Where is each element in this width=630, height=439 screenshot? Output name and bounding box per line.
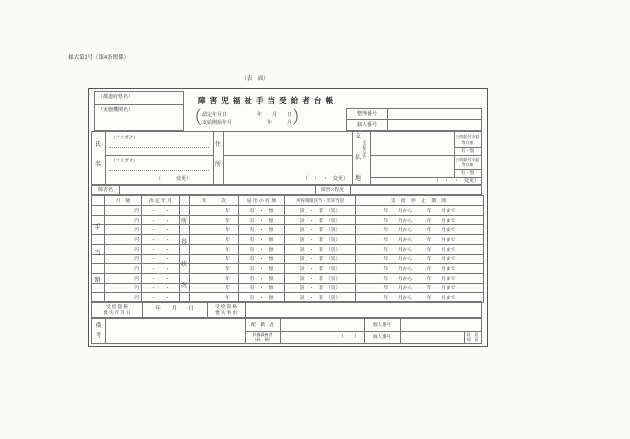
allowance-row: [92, 224, 483, 234]
cell-monthly-amount: 円: [105, 284, 142, 293]
cell-notification: 有 ・ 無: [239, 255, 285, 264]
cell-year: 年: [190, 206, 239, 215]
start-month-label: 支給開始年月: [202, 120, 233, 126]
disability-name-value: [120, 186, 314, 194]
loss-date-label-line2: 喪 失 年 月 日: [103, 309, 131, 315]
serial-number-label: 整理番号: [356, 111, 377, 117]
footer-section: [91, 318, 482, 344]
loss-date-label: [92, 302, 142, 317]
cell-suspension-period: 年 月から 年 月まで: [383, 286, 456, 292]
account-label-2-line2: 等口座: [461, 162, 474, 167]
cell-suspension-period: 年 月から 年 月まで: [383, 296, 456, 302]
dependent-label-line1: 扶養義務者: [252, 331, 273, 337]
allowance-label-spacer: [92, 245, 105, 254]
allowance-row: [92, 254, 483, 264]
income-label-spacer: [180, 264, 190, 273]
payment-label-char-3: 地: [355, 176, 362, 182]
agency-box: [94, 104, 184, 131]
cell-monthly-amount: 円: [105, 255, 142, 264]
income-label-spacer: [180, 216, 190, 225]
dependent-personal-number-label: 個人番号: [373, 334, 391, 340]
cell-suspension-period: 年 月から 年 月まで: [383, 218, 456, 224]
payment-label-char-1: 支: [355, 134, 362, 140]
spouse-personal-number-label: 個人番号: [373, 322, 391, 328]
loss-reason-label-line2: 喪 失 事 由: [215, 309, 237, 315]
income-label-spacer: [180, 235, 190, 247]
account-label-2-line1: 公的給付支給: [455, 156, 480, 162]
allowance-char-2: 当: [94, 251, 101, 257]
cell-year: 年: [190, 255, 239, 264]
address-label-char-1: 住: [215, 142, 222, 148]
cell-monthly-amount: 円: [105, 274, 142, 283]
paren-open: （: [186, 108, 203, 129]
cell-revision-date: ・ ・: [142, 225, 180, 234]
income-char-2: 得: [180, 240, 187, 247]
identity-band: [91, 131, 482, 185]
allowance-label-spacer: [92, 206, 105, 215]
cell-monthly-amount: 円: [105, 235, 142, 244]
form-border: [88, 88, 488, 347]
cell-income-limit: 該 ・ 非 （災）: [285, 225, 356, 234]
allowance-row: [92, 283, 483, 293]
cell-year: 年: [190, 293, 239, 302]
cell-suspension-period: 年 月から 年 月まで: [383, 228, 456, 234]
cohabit-label: 同 居: [466, 331, 479, 337]
dependent-relation-paren: （ ）: [338, 334, 359, 340]
income-char-1: 所: [180, 219, 187, 226]
form-code: 様式第1号（第4条関係）: [68, 55, 130, 61]
cell-monthly-amount: 円: [105, 293, 142, 302]
dependent-label-line2: （続 柄）: [252, 337, 273, 342]
disability-row: [91, 185, 482, 195]
personal-number-value: [388, 120, 482, 130]
cell-notification: 有 ・ 無: [239, 245, 285, 254]
allowance-header-spacer: [92, 196, 105, 205]
agency-label: （実施機関名）: [98, 107, 134, 113]
living-status-cell: [464, 331, 481, 343]
prefecture-label: （都道府県名）: [98, 94, 134, 100]
spouse-personal-number-value: [401, 319, 481, 331]
cell-revision-date: ・ ・: [142, 293, 180, 302]
cell-monthly-amount: 円: [105, 216, 142, 225]
paren-close: ）: [291, 108, 308, 129]
cell-income-limit: 該 ・ 非 （災）: [285, 206, 356, 215]
income-label-spacer: [180, 274, 190, 283]
cell-monthly-amount: 円: [105, 225, 142, 234]
cell-income-limit: 該 ・ 非 （災）: [285, 264, 356, 273]
allowance-label-spacer: [92, 235, 105, 244]
col-header-monthly: 月 額: [105, 196, 142, 205]
remarks-char-1: 備: [95, 322, 102, 329]
allowance-table: [91, 195, 484, 303]
cell-monthly-amount: 円: [105, 206, 142, 215]
payment-col-line: [352, 132, 353, 184]
cell-year: 年: [190, 235, 239, 244]
cell-income-limit: 該 ・ 非 （災）: [285, 255, 356, 264]
separate-label: 別 居: [466, 337, 479, 342]
cell-suspension-period: 年 月から 年 月まで: [383, 247, 456, 253]
prefecture-box: [94, 91, 184, 105]
cell-monthly-amount: 円: [105, 245, 142, 254]
cell-income-limit: 該 ・ 非 （災）: [285, 284, 356, 293]
account-label-1-line1: 公的給付支給: [455, 134, 480, 140]
cell-monthly-amount: 円: [105, 264, 142, 273]
cell-income-limit: 該 ・ 非 （災）: [285, 235, 356, 244]
allowance-row: [92, 263, 483, 273]
cell-revision-date: ・ ・: [142, 255, 180, 264]
start-month-value: 年 月: [266, 120, 292, 126]
income-label-spacer: [180, 255, 190, 264]
income-label-spacer: [180, 206, 190, 215]
account-label-2: [454, 155, 481, 169]
cell-suspension-period: 年 月から 年 月まで: [383, 208, 456, 214]
name-split-line: [105, 155, 213, 156]
loss-reason-value: [246, 302, 481, 317]
payment-label-char-2: 払: [355, 155, 362, 161]
cell-suspension-period: 年 月から 年 月まで: [383, 237, 456, 243]
cell-year: 年: [190, 216, 239, 225]
cell-income-limit: 該 ・ 非 （災）: [285, 293, 356, 302]
name-label-char-1: 氏: [95, 142, 102, 148]
col-header-year: 年 次: [190, 196, 239, 205]
income-label-spacer: [180, 284, 190, 293]
loss-reason-label-line1: 受 給 資 格: [215, 304, 237, 310]
face-label: （表 面）: [241, 76, 269, 82]
cell-revision-date: ・ ・: [142, 216, 180, 225]
col-header-notice: 届 出 の 有 無: [239, 196, 285, 205]
cell-suspension-period: 年 月から 年 月まで: [383, 276, 456, 282]
address-col-line: [213, 132, 214, 184]
furigana-rule-2: [109, 170, 209, 171]
allowance-row: [92, 234, 483, 247]
loss-date-label-line1: 受 給 資 格: [106, 304, 128, 310]
cell-suspension-period: 年 月から 年 月まで: [383, 257, 456, 263]
cell-year: 年: [190, 225, 239, 234]
disability-name-label: 障害名: [97, 187, 113, 193]
account-label-1: [454, 132, 481, 147]
disability-degree-label: 障害の程度: [321, 187, 344, 193]
cell-notification: 有 ・ 無: [239, 235, 285, 244]
allowance-label-spacer: [92, 255, 105, 264]
personal-number-label: 個人番号: [356, 122, 377, 128]
allowance-char-3: 額: [94, 277, 101, 284]
dependent-label: [245, 331, 280, 343]
remarks-char-2: 考: [95, 332, 102, 339]
certification-block: [186, 108, 308, 130]
payment-change-note: （ ・ ・ 変更）: [433, 178, 479, 184]
cell-notification: 有 ・ 無: [239, 293, 285, 302]
disability-degree-value: [351, 186, 481, 194]
allowance-header-row: [92, 196, 483, 205]
income-char-3: 状: [180, 261, 187, 268]
address-area-line: [223, 132, 224, 184]
allowance-row: [92, 215, 483, 225]
cell-year: 年: [190, 245, 239, 254]
income-label-spacer: [180, 225, 190, 234]
loss-reason-label: [207, 302, 245, 317]
allowance-label-spacer: [92, 264, 105, 273]
loss-date-value: 年 月 日: [155, 306, 194, 313]
cell-year: 年: [190, 274, 239, 283]
cell-income-limit: 該 ・ 非 （災）: [285, 274, 356, 283]
cell-notification: 有 ・ 無: [239, 216, 285, 225]
qualification-loss-row: [91, 301, 482, 318]
account-options-2: 有・無: [460, 170, 475, 176]
col-header-revision: 改 定 年 月: [142, 196, 180, 205]
dependent-personal-number-value: [401, 331, 464, 343]
account-label-1-line2: 等口座: [461, 139, 474, 145]
cell-notification: 有 ・ 無: [239, 264, 285, 273]
furigana-rule-1: [109, 147, 209, 148]
cell-year: 年: [190, 264, 239, 273]
cell-income-limit: 該 ・ 非 （災）: [285, 245, 356, 254]
certification-date-value: 年 月 日: [256, 112, 292, 118]
name-label-char-2: 名: [95, 162, 102, 168]
income-header-spacer: [180, 196, 190, 205]
cell-revision-date: ・ ・: [142, 284, 180, 293]
remarks-value: [106, 319, 245, 343]
income-label-spacer: [180, 245, 190, 254]
cell-notification: 有 ・ 無: [239, 284, 285, 293]
name-change-note: （ 変更）: [156, 176, 192, 182]
certification-date-label: 認定年月日: [202, 112, 228, 118]
cell-notification: 有 ・ 無: [239, 206, 285, 215]
cell-revision-date: ・ ・: [142, 206, 180, 215]
allowance-row: [92, 244, 483, 254]
account-options-1: 有・無: [460, 148, 475, 154]
address-split-line: [223, 155, 352, 156]
spouse-value: [281, 319, 364, 331]
cell-revision-date: ・ ・: [142, 274, 180, 283]
address-label-char-2: 所: [215, 162, 222, 168]
col-header-suspension: 支 給 停 止 期 間: [390, 199, 449, 204]
income-char-4: 況: [180, 282, 187, 289]
payment-method-label: （支払方法）: [362, 137, 368, 161]
cell-notification: 有 ・ 無: [239, 274, 285, 283]
allowance-label-spacer: [92, 216, 105, 225]
allowance-char-1: 手: [94, 224, 101, 231]
allowance-row: [92, 273, 483, 283]
cell-revision-date: ・ ・: [142, 264, 180, 273]
address-change-note: （ ・ ・ 変更）: [302, 176, 348, 182]
allowance-label-spacer: [92, 284, 105, 293]
serial-number-value: [388, 109, 482, 119]
cell-suspension-period: 年 月から 年 月まで: [383, 267, 456, 273]
cell-year: 年: [190, 284, 239, 293]
name-col-line: [105, 132, 106, 184]
spouse-label: 配 偶 者: [251, 322, 274, 328]
allowance-label-spacer: [92, 225, 105, 234]
number-box: [346, 108, 482, 131]
furigana-label-2: （フリガナ）: [111, 158, 138, 163]
remarks-vertical-label: [92, 319, 105, 343]
cell-notification: 有 ・ 無: [239, 225, 285, 234]
col-header-income-limit: 所得制限該当・非該当別: [285, 196, 356, 205]
form-title: 障 害 児 福 祉 手 当 受 給 者 台 帳: [198, 96, 334, 105]
cell-revision-date: ・ ・: [142, 245, 180, 254]
cell-income-limit: 該 ・ 非 （災）: [285, 216, 356, 225]
allowance-label-spacer: [92, 274, 105, 283]
cell-revision-date: ・ ・: [142, 235, 180, 244]
allowance-row: [92, 205, 483, 215]
furigana-label-1: （フリガナ）: [111, 135, 138, 140]
